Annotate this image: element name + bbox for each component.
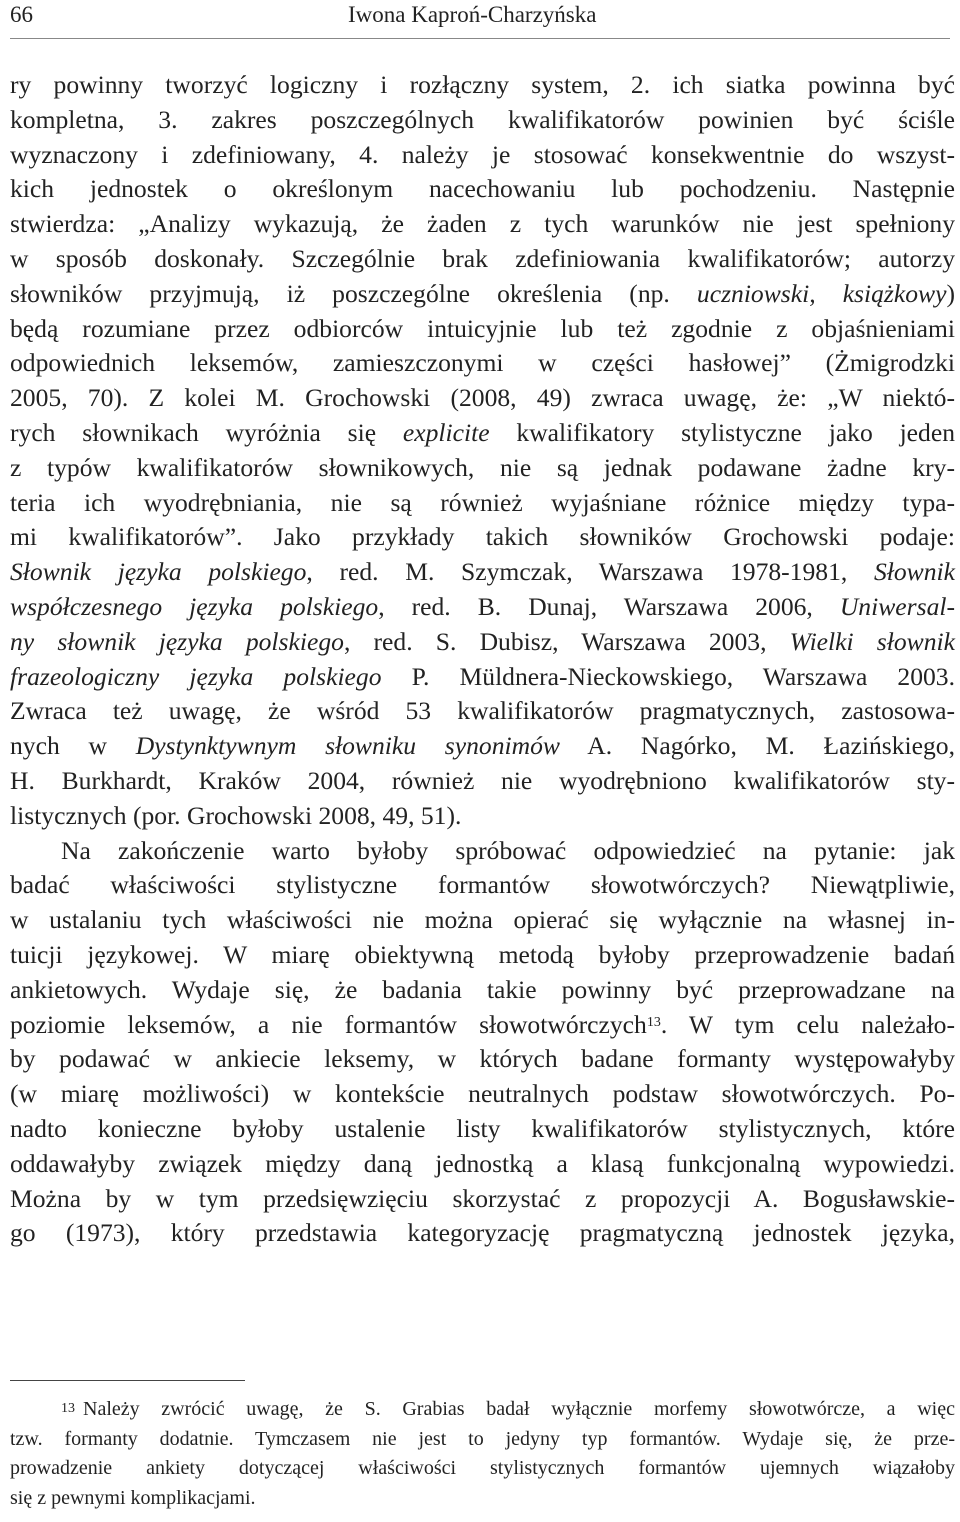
text-line: odpowiednich leksemów, zamieszczonymi w części hasłowej” (Żmigrodzki	[10, 348, 955, 378]
text-run: rych słownikach wyróżnia się	[10, 417, 403, 447]
page-header	[0, 0, 960, 40]
dictionary-title: Wielki słownik	[789, 626, 955, 656]
text-line: ry powinny tworzyć logiczny i rozłączny system, 2. ich siatka powinna być	[10, 70, 955, 99]
page-number: 66	[10, 2, 33, 27]
text-line: w sposób doskonały. Szczególnie brak zdefiniowania kwalifikatorów; autorzy	[10, 243, 955, 273]
text-line: mi kwalifikatorów”. Jako przykłady takich słowników Grochowski podaje:	[10, 522, 955, 552]
text-run: , red. B. Dunaj, Warszawa 2006,	[378, 591, 840, 621]
footnote-line: tzw. formanty dodatnie. Tymczasem nie jest to jedyny typ formantów. Wydaje się, że prze-	[10, 1427, 955, 1450]
text-line: wyznaczony i zdefiniowany, 4. należy je stosować konsekwentnie do wszyst-	[10, 139, 955, 169]
text-line	[10, 1008, 955, 1043]
text-run: , red. S. Dubisz, Warszawa 2003,	[343, 626, 790, 656]
footnote-line: prowadzenie ankiety dotyczącej właściwości stylistycznych formantów ujemnych wiązałoby	[10, 1457, 955, 1479]
paragraph-2	[10, 834, 955, 1252]
text-line	[10, 729, 955, 764]
text-line-first: Na zakończenie warto byłoby spróbować odpowiedzieć na pytanie: jak	[61, 835, 955, 865]
text-run: A. Nagórko, M. Łazińskiego,	[559, 731, 955, 761]
header-rule	[10, 38, 950, 39]
text-line: kich jednostek o określonym nacechowaniu lub pochodzeniu. Następnie	[10, 174, 955, 204]
text-line	[10, 590, 955, 625]
text-line: go (1973), który przedstawia kategoryzację pragmatyczną jednostek języka,	[10, 1218, 955, 1248]
text-line: Można by w tym przedsięwzięciu skorzystać z propozycji A. Bogusławskie-	[10, 1183, 955, 1213]
italic-term: explicite	[402, 417, 490, 447]
text-line: z typów kwalifikatorów słownikowych, nie są jednak podawane żadne kry-	[10, 452, 955, 482]
paragraph-1	[10, 68, 955, 834]
text-line	[10, 555, 955, 590]
text-line: H. Burkhardt, Kraków 2004, również nie wyodrębniono kwalifikatorów sty-	[10, 765, 955, 795]
footnote-marker: 13	[61, 1401, 75, 1416]
text-line: 2005, 70). Z kolei M. Grochowski (2008, 49) zwraca uwagę, że: „W niektó-	[10, 383, 955, 413]
running-head: Iwona Kaproń-Charzyńska	[348, 2, 597, 27]
dictionary-title: Dystynktywnym słowniku synonimów	[135, 731, 560, 761]
text-line: (w miarę możliwości) w kontekście neutralnych podstaw słowotwórczych. Po-	[10, 1079, 955, 1109]
footnote-line-last: się z pewnymi komplikacjami.	[10, 1486, 256, 1509]
text-run: poziomie leksemów, a nie formantów słowotwórczych	[10, 1009, 647, 1039]
dictionary-title: frazeologiczny języka polskiego	[10, 661, 382, 691]
text-run: P. Müldnera-Nieckowskiego, Warszawa 2003.	[381, 661, 955, 691]
text-run: kwalifikatory stylistyczne jako jeden	[489, 417, 955, 447]
text-line: kompletna, 3. zakres poszczególnych kwalifikatorów powinien być ściśle	[10, 104, 955, 134]
footnote-text: Należy zwrócić uwagę, że S. Grabias badał wyłącznie morfemy słowotwórcze, a więc	[83, 1398, 955, 1420]
text-line: ankietowych. Wydaje się, że badania takie powinny być przeprowadzane na	[10, 974, 955, 1004]
text-run: )	[946, 278, 955, 308]
footnote-line	[10, 1395, 955, 1425]
text-run: słowników przyjmują, iż poszczególne określenia (np.	[10, 278, 697, 308]
text-line: by podawać w ankiecie leksemy, w których badane formanty występowałyby	[10, 1044, 955, 1074]
text-line: badać właściwości stylistyczne formantów słowotwórczych? Niewątpliwie,	[10, 870, 955, 900]
text-line-last: listycznych (por. Grochowski 2008, 49, 51).	[10, 800, 462, 830]
footnote-ref[interactable]: 13	[646, 1014, 661, 1030]
dictionary-title: ny słownik języka polskiego	[10, 626, 344, 656]
text-line: oddawałyby związek między daną jednostką a klasą funkcjonalną wypowiedzi.	[10, 1148, 955, 1178]
text-line: Zwraca też uwagę, że wśród 53 kwalifikatorów pragmatycznych, zastosowa-	[10, 696, 955, 726]
footnote-rule	[10, 1380, 245, 1381]
text-line: teria ich wyodrębniania, nie są również wyjaśniane różnice między typa-	[10, 487, 955, 517]
text-line: nadto konieczne byłoby ustalenie listy kwalifikatorów stylistycznych, które	[10, 1113, 955, 1143]
text-line: w ustalaniu tych właściwości nie można opierać się wyłącznie na własnej in-	[10, 905, 955, 935]
body-text	[10, 68, 955, 1251]
dictionary-title: Słownik języka polskiego	[10, 557, 307, 587]
text-line: będą rozumiane przez odbiorców intuicyjnie lub też zgodnie z objaśnieniami	[10, 313, 955, 343]
dictionary-title: Uniwersal-	[839, 591, 955, 621]
text-line: stwierdza: „Analizy wykazują, że żaden z tych warunków nie jest spełniony	[10, 209, 955, 239]
footnote	[10, 1395, 955, 1513]
text-line	[10, 660, 955, 695]
text-run: nych w	[10, 731, 136, 761]
text-line	[10, 625, 955, 660]
italic-term: uczniowski, książkowy	[696, 278, 947, 308]
text-run: , red. M. Szymczak, Warszawa 1978-1981,	[306, 557, 874, 587]
text-line: tuicji językowej. W miarę obiektywną metodą byłoby przeprowadzenie badań	[10, 939, 955, 969]
text-run: . W tym celu należało-	[660, 1009, 955, 1039]
text-line	[10, 416, 955, 451]
dictionary-title: współczesnego języka polskiego	[10, 591, 379, 621]
dictionary-title: Słownik	[873, 557, 955, 587]
text-line	[10, 277, 955, 312]
